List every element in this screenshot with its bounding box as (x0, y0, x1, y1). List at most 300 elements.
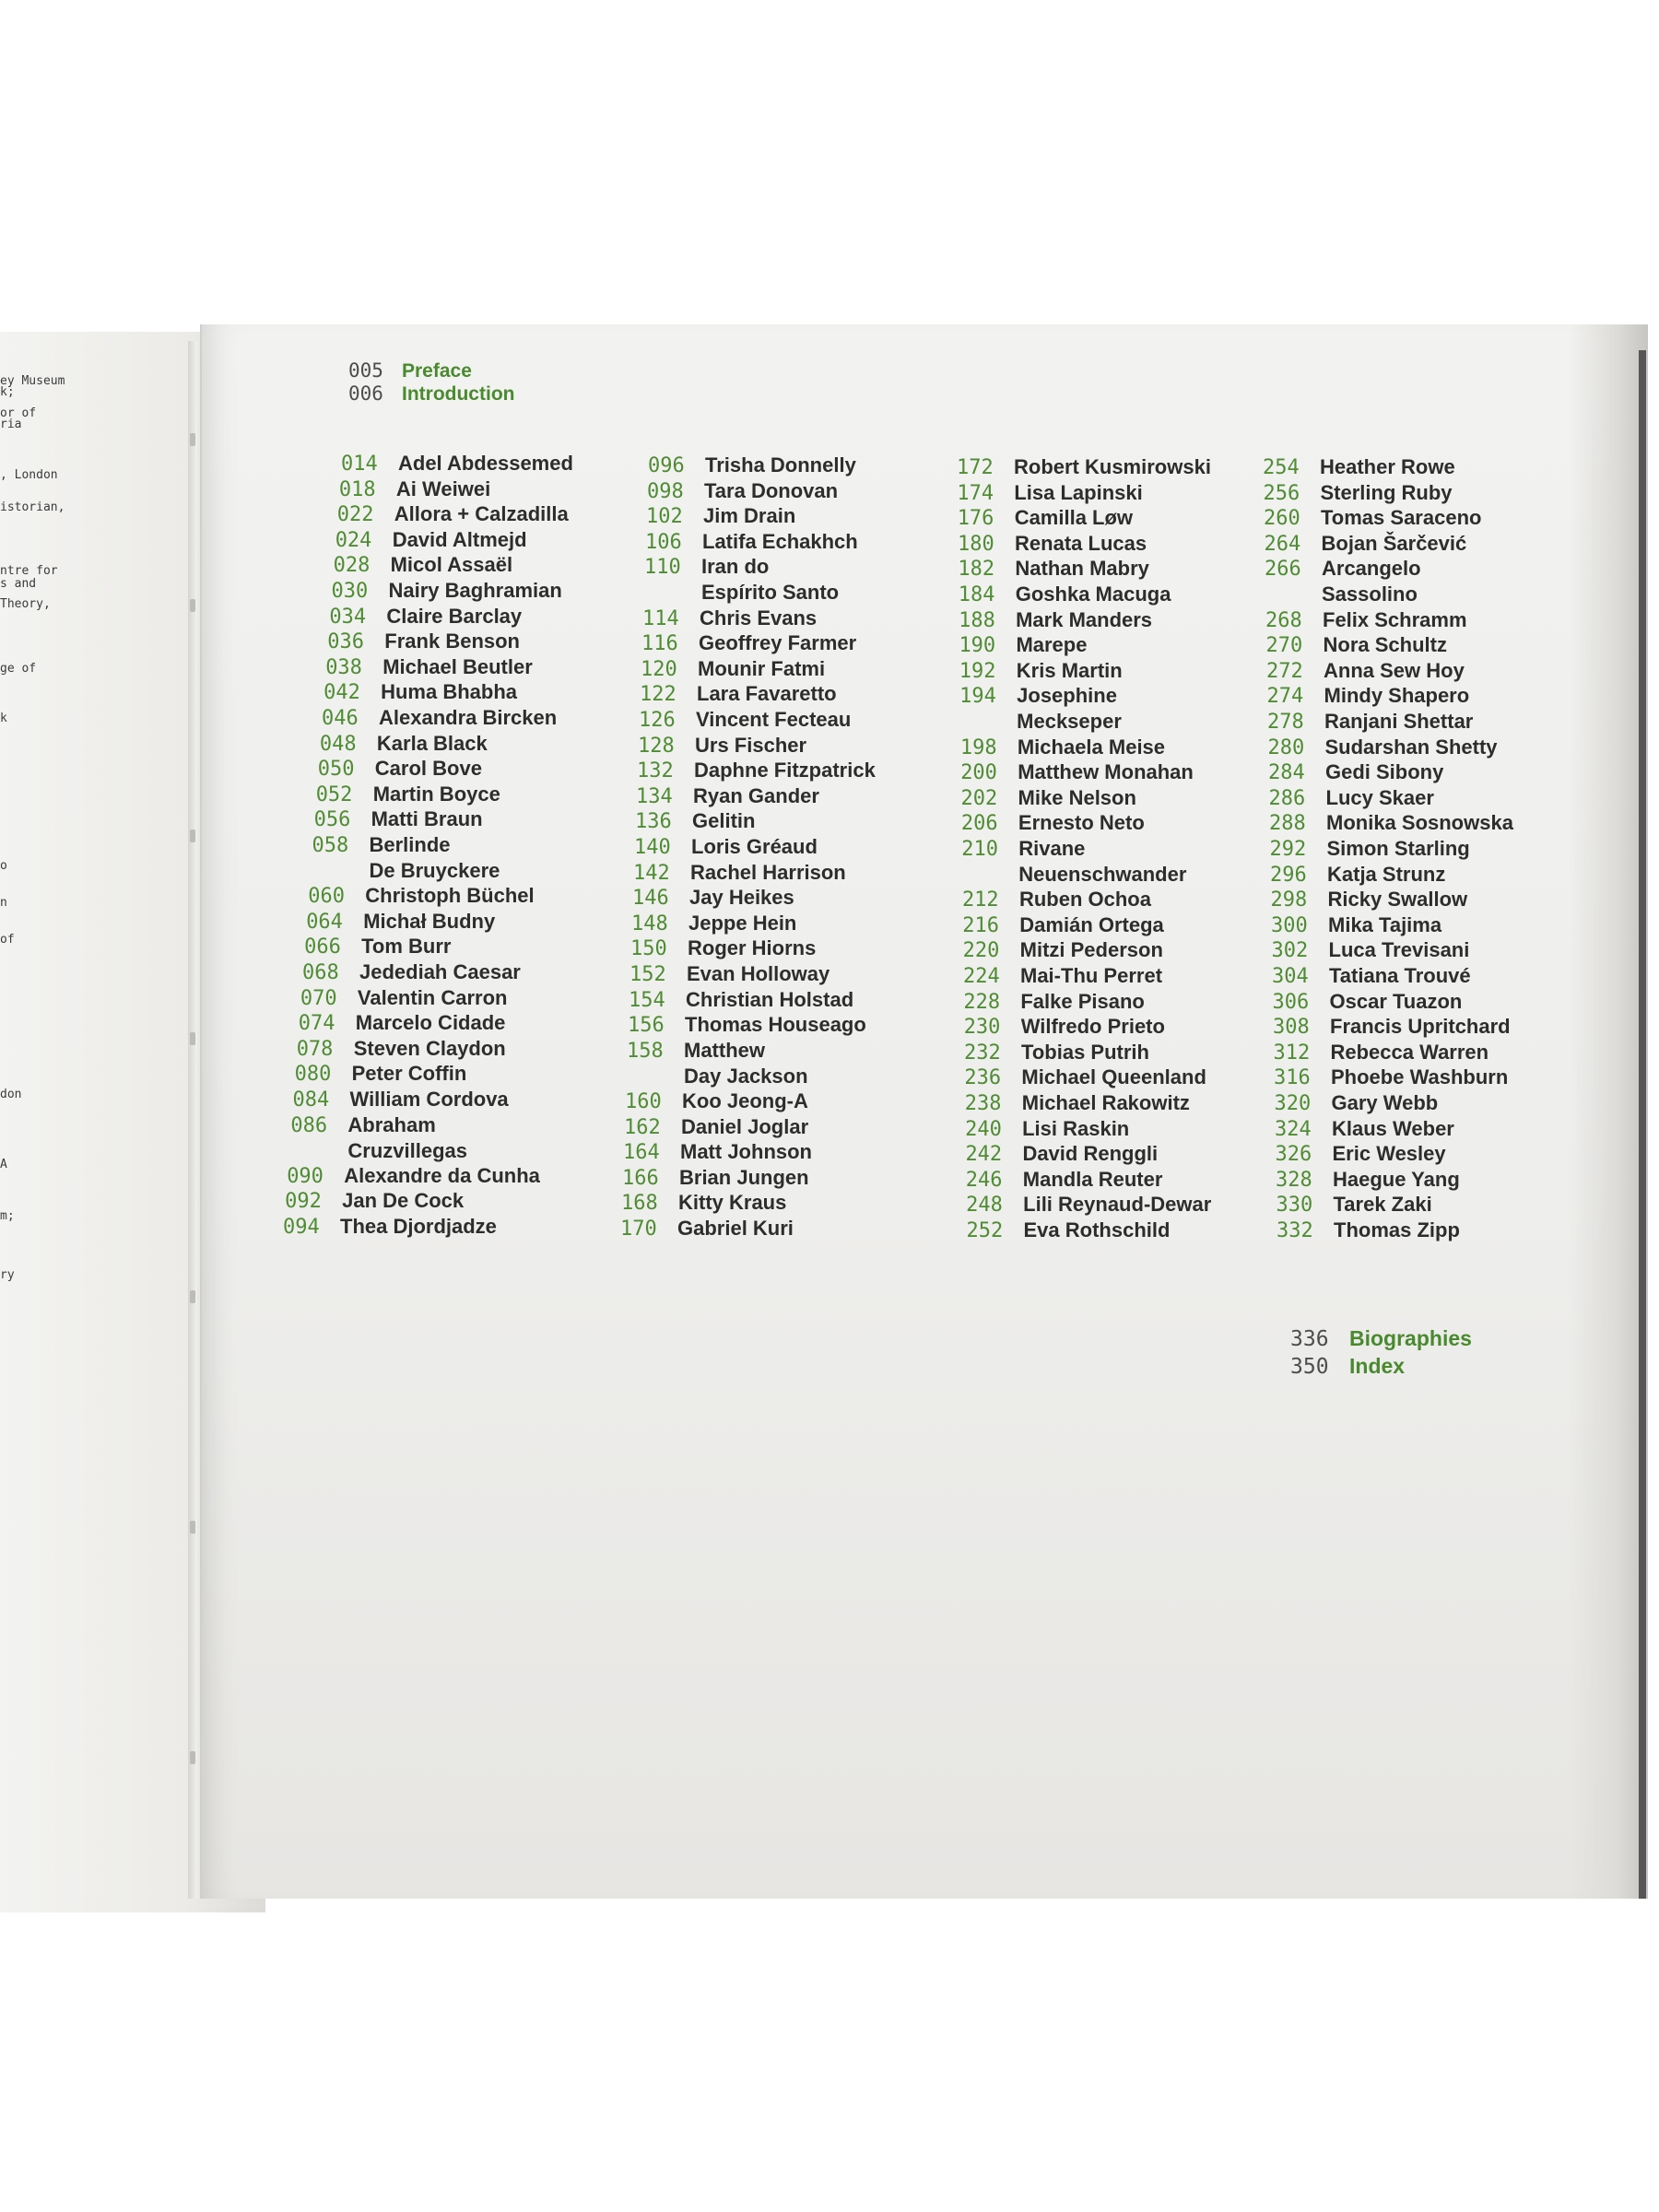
left-page-text: ge of (0, 662, 37, 676)
artist-name: Mounir Fatmi (698, 656, 826, 680)
page-number: 304 (1272, 965, 1309, 988)
page-number: 170 (620, 1218, 657, 1241)
page-number: 148 (631, 912, 668, 935)
toc-entry (622, 1165, 809, 1191)
page-number: 232 (964, 1041, 1001, 1065)
artist-name: Robert Kusmirowski (1014, 455, 1211, 478)
left-page-text: istorian, (0, 500, 65, 514)
artist-name: Adel Abdessemed (398, 452, 573, 475)
artist-name: Tara Donovan (704, 478, 839, 502)
toc-entry (1265, 556, 1421, 606)
page-number: 042 (324, 681, 360, 705)
artist-name: Lili Reynaud-Dewar (1023, 1193, 1212, 1217)
toc-entry (334, 552, 512, 578)
toc-entry (1268, 735, 1498, 760)
artist-name: Daniel Joglar (681, 1114, 809, 1138)
page-number: 036 (327, 630, 365, 654)
page-number: 300 (1271, 913, 1308, 937)
page-number: 154 (629, 988, 665, 1012)
artist-name: Felix Schramm (1323, 607, 1467, 631)
toc-entry (1270, 836, 1470, 862)
page-number: 268 (1265, 608, 1302, 632)
artist-name: Alexandre da Cunha (344, 1163, 540, 1187)
artist-name: Matt Johnson (680, 1140, 812, 1164)
page-number: 330 (1276, 1194, 1313, 1218)
artist-name: Matti Braun (371, 807, 483, 831)
artist-name: Christoph Büchel (365, 884, 535, 908)
toc-entry (959, 632, 1087, 658)
artist-name: Oscar Tuazon (1329, 989, 1463, 1013)
artist-name: Mika Tajima (1328, 912, 1442, 936)
toc-entry (1266, 658, 1465, 684)
artist-name: Latifa Echakhch (702, 529, 858, 553)
toc-entry (1267, 683, 1470, 709)
page-number: 200 (960, 761, 997, 785)
toc-entry (1277, 1218, 1460, 1243)
artist-name: Michaela Meise (1017, 735, 1166, 759)
page-number: 332 (1277, 1219, 1313, 1242)
toc-entry (341, 451, 573, 477)
page-number: 242 (965, 1143, 1003, 1167)
artist-name: Geoffrey Farmer (699, 631, 857, 655)
page-number: 158 (627, 1039, 664, 1063)
artist-name: Rivane (1018, 837, 1086, 860)
toc-entry (1270, 862, 1445, 888)
toc-entry (957, 480, 1142, 506)
artist-name: Simon Starling (1326, 837, 1470, 860)
left-page-text: s and (0, 577, 37, 591)
toc-entry (635, 808, 755, 834)
binding-stitch (190, 1290, 195, 1303)
artist-name: Matthew Monahan (1018, 760, 1194, 784)
page-number: 206 (960, 812, 998, 836)
toc-entry (1265, 531, 1467, 557)
page-number: 260 (1264, 507, 1300, 531)
artist-name: Micol Assaël (390, 553, 513, 577)
page-number: 336 (1290, 1327, 1329, 1351)
page-number: 182 (958, 558, 995, 582)
toc-entry (629, 987, 853, 1013)
artist-name: Ai Weiwei (395, 477, 491, 500)
page-number: 266 (1265, 558, 1301, 582)
artist-name: Roger Hiorns (688, 936, 817, 960)
left-page-text: ria (0, 418, 22, 431)
page-number: 080 (294, 1063, 332, 1087)
toc-entry (648, 453, 856, 478)
artist-name: Lucy Skaer (1325, 785, 1434, 809)
toc-entry (958, 556, 1148, 582)
page-number: 302 (1271, 939, 1309, 963)
front-matter-item (348, 382, 514, 406)
artist-name: Iran do (701, 555, 770, 579)
toc-entry (627, 1038, 808, 1088)
artist-name: Nathan Mabry (1015, 557, 1149, 581)
page-number: 022 (336, 503, 374, 527)
page-number: 308 (1273, 1016, 1310, 1040)
artist-name: Michael Beutler (382, 654, 533, 678)
toc-entry (641, 656, 825, 682)
toc-entry (959, 658, 1123, 684)
toc-entry (329, 604, 522, 629)
page-number: 298 (1270, 888, 1308, 912)
toc-entry (1271, 887, 1468, 912)
toc-entry (1274, 1040, 1489, 1065)
toc-entry (637, 758, 876, 783)
page-number: 316 (1274, 1066, 1311, 1090)
artist-name: Thomas Houseago (685, 1013, 866, 1037)
artist-name: Evan Holloway (687, 962, 830, 985)
page-number: 320 (1274, 1092, 1312, 1115)
page-number: 028 (333, 554, 371, 578)
toc-entry (645, 529, 858, 555)
artist-name: Gary Webb (1331, 1091, 1439, 1114)
page-number: 114 (642, 606, 679, 630)
page-number: 106 (645, 530, 682, 554)
toc-entry (961, 785, 1136, 811)
toc-entry (630, 935, 816, 961)
artist-name: Alexandra Bircken (379, 706, 558, 729)
artist-name-continued: Day Jackson (684, 1064, 808, 1088)
toc-entry (324, 679, 517, 705)
page-number: 240 (965, 1117, 1002, 1141)
artist-name: Josephine (1017, 684, 1117, 708)
artist-name: Loris Gréaud (691, 835, 818, 858)
page-number: 326 (1275, 1143, 1312, 1167)
page-number: 128 (638, 734, 675, 758)
toc-entry (287, 1163, 540, 1189)
page-number: 190 (959, 634, 996, 658)
left-page-text: of (0, 933, 15, 947)
toc-entry (632, 885, 794, 911)
page-number: 146 (632, 887, 669, 911)
artist-name: Jan De Cock (342, 1189, 465, 1213)
binding-stitch (190, 599, 195, 612)
artist-name: Nora Schultz (1323, 633, 1447, 657)
toc-entry (962, 912, 1164, 938)
toc-entry (959, 607, 1152, 633)
page-number: 066 (304, 935, 341, 959)
artist-name: Nairy Baghramian (388, 579, 562, 602)
page-number: 150 (630, 937, 667, 961)
page-number: 110 (644, 556, 681, 580)
toc-entry (963, 989, 1145, 1015)
toc-entry (1274, 1065, 1508, 1090)
page-number: 230 (963, 1016, 1001, 1040)
toc-entry (634, 834, 818, 860)
artist-name: Carol Bove (374, 757, 482, 781)
artist-name: Eric Wesley (1332, 1142, 1446, 1166)
toc-entry (646, 503, 795, 529)
artist-name: Chris Evans (700, 606, 818, 629)
page-number: 228 (963, 990, 1001, 1014)
artist-name-continued: Neuenschwander (1018, 863, 1187, 886)
page-number: 270 (1265, 634, 1303, 658)
page-number: 102 (646, 505, 683, 529)
artist-name: Valentin Carron (357, 985, 508, 1009)
page-number: 048 (319, 732, 357, 756)
artist-name: Allora + Calzadilla (394, 502, 569, 526)
toc-entry (963, 963, 1162, 989)
toc-entry (1268, 759, 1443, 785)
toc-entry (1275, 1090, 1439, 1116)
artist-name: Matthew (684, 1038, 765, 1062)
page-number: 078 (296, 1037, 334, 1061)
toc-entry (966, 1167, 1163, 1193)
page-number: 098 (647, 479, 684, 503)
page-number: 248 (966, 1194, 1003, 1218)
page-number: 092 (285, 1190, 322, 1214)
toc-entry (961, 810, 1145, 836)
artist-name: Abraham (347, 1112, 436, 1136)
artist-name: Koo Jeong-A (682, 1089, 808, 1112)
left-page-text: ntre for (0, 564, 58, 578)
toc-entry (1264, 505, 1481, 531)
page-number: 220 (962, 939, 1000, 963)
page-number: 212 (961, 888, 999, 912)
page-edge (1569, 324, 1648, 1899)
toc-entry (641, 630, 856, 656)
toc-entry (1263, 454, 1455, 480)
left-page-text: don (0, 1088, 22, 1101)
toc-entry (625, 1088, 808, 1114)
toc-entry (1269, 785, 1434, 811)
page-number: 140 (634, 836, 671, 859)
page-number: 180 (958, 532, 994, 556)
toc-entry (1276, 1141, 1446, 1167)
artist-name: Trisha Donnelly (705, 453, 856, 477)
page-number: 194 (959, 685, 996, 709)
page-number: 074 (298, 1012, 335, 1036)
artist-name: Karla Black (376, 731, 488, 755)
artist-name: Peter Coffin (351, 1062, 467, 1086)
page-number: 306 (1272, 990, 1310, 1014)
page-number: 296 (1270, 863, 1307, 887)
artist-name: Jim Drain (703, 504, 796, 528)
page-number: 192 (959, 659, 996, 683)
toc-entry (1271, 912, 1441, 938)
page-number: 224 (963, 965, 1000, 988)
section-title: Introduction (402, 383, 515, 405)
artist-name: Gabriel Kuri (677, 1217, 794, 1240)
artist-name: Vincent Fecteau (696, 708, 852, 731)
page-number: 094 (283, 1216, 320, 1239)
cover-edge (1639, 350, 1646, 1899)
left-page-text: ey Museum (0, 374, 65, 388)
toc-entry (1275, 1116, 1454, 1142)
toc-entry (958, 531, 1147, 557)
artist-name: Michael Rakowitz (1021, 1091, 1190, 1114)
toc-entry (960, 735, 1165, 760)
artist-name: Eva Rothschild (1023, 1218, 1171, 1241)
toc-entry (647, 478, 838, 504)
toc-entry (960, 759, 1194, 785)
page-number: 216 (962, 913, 1000, 937)
page-number: 070 (300, 986, 337, 1010)
artist-name: Gedi Sibony (1325, 760, 1444, 784)
artist-name: Francis Upritchard (1330, 1015, 1511, 1039)
artist-name: Arcangelo (1322, 557, 1421, 581)
page-number: 284 (1268, 761, 1305, 785)
artist-name: Lara Favaretto (697, 682, 837, 706)
binding-stitch (190, 1032, 195, 1045)
artist-name: Sudarshan Shetty (1324, 735, 1498, 759)
toc-entry (639, 707, 851, 733)
page-number: 210 (961, 838, 998, 861)
toc-entry (644, 554, 839, 605)
section-title: Biographies (1349, 1326, 1472, 1350)
toc-entry (958, 505, 1133, 531)
toc-entry (1267, 709, 1473, 735)
page-number: 172 (957, 456, 994, 479)
toc-entry (325, 654, 533, 680)
toc-entry (967, 1218, 1171, 1243)
page-number: 272 (1266, 659, 1303, 683)
artist-name: William Cordova (349, 1088, 509, 1111)
toc-entry (629, 961, 830, 987)
binding-stitch (190, 830, 195, 842)
toc-entry (295, 1061, 467, 1087)
page-number: 006 (348, 382, 383, 405)
toc-entry (283, 1214, 497, 1240)
page-number: 256 (1263, 481, 1300, 505)
artist-name-continued: De Bruyckere (369, 859, 500, 882)
artist-name: Tom Burr (361, 935, 452, 959)
artist-name: Ranjani Shettar (1324, 710, 1474, 733)
page-number: 024 (335, 528, 372, 552)
artist-name: Michael Queenland (1021, 1065, 1206, 1089)
page-number: 060 (308, 885, 346, 909)
toc-entry (322, 705, 557, 731)
page-number: 058 (312, 834, 349, 857)
page-number: 184 (958, 583, 995, 606)
toc-entry (959, 582, 1171, 607)
artist-name: Kitty Kraus (678, 1191, 787, 1215)
artist-name: Katja Strunz (1327, 862, 1446, 886)
toc-entry (320, 731, 488, 757)
artist-name: Rebecca Warren (1330, 1040, 1489, 1064)
artist-name: Klaus Weber (1332, 1116, 1454, 1140)
binding-stitch (190, 1521, 195, 1534)
artist-name: Marcelo Cidade (355, 1011, 506, 1035)
toc-entry (285, 1188, 464, 1214)
toc-entry (1277, 1192, 1432, 1218)
page-number: 132 (637, 759, 674, 783)
toc-entry (312, 832, 500, 883)
page-number: 090 (287, 1164, 324, 1188)
toc-entry (1273, 989, 1463, 1015)
artist-name: Ricky Swallow (1327, 888, 1468, 912)
artist-name: Mike Nelson (1018, 785, 1136, 809)
artist-name: Tatiana Trouvé (1329, 964, 1471, 987)
toc-entry (290, 1112, 467, 1163)
page-number: 288 (1269, 812, 1306, 836)
toc-entry (1266, 632, 1447, 658)
toc-entry (1272, 963, 1471, 989)
artist-name: Gelitin (692, 809, 756, 833)
artist-name: Martin Boyce (372, 782, 500, 806)
toc-entry (318, 756, 482, 782)
artist-name: Goshka Macuga (1015, 582, 1171, 606)
artist-name: Mandla Reuter (1022, 1167, 1163, 1191)
artist-name: Mitzi Pederson (1019, 938, 1163, 962)
toc-entry (966, 1192, 1211, 1218)
page-number: 030 (331, 580, 369, 603)
page-number: 274 (1266, 685, 1304, 709)
page-number: 038 (325, 655, 362, 679)
left-page-text: k (0, 712, 7, 725)
toc-entry (961, 836, 1186, 887)
artist-name-continued: Cruzvillegas (347, 1138, 467, 1162)
page-number: 096 (648, 454, 685, 477)
page-number: 176 (957, 507, 994, 531)
section-title: Index (1349, 1354, 1406, 1378)
page-number: 136 (635, 810, 672, 834)
page-number: 312 (1273, 1041, 1311, 1065)
artist-name: Tarek Zaki (1333, 1193, 1432, 1217)
page-number: 350 (1290, 1355, 1329, 1379)
artist-name: Urs Fischer (695, 733, 807, 757)
artist-name: Mindy Shapero (1324, 684, 1470, 708)
artist-name: Ernesto Neto (1018, 811, 1145, 835)
artist-name-continued: Meckseper (1017, 710, 1122, 734)
page-number: 236 (964, 1066, 1002, 1090)
toc-entry (1264, 480, 1453, 506)
end-matter-item (1290, 1324, 1472, 1353)
toc-entry (633, 860, 846, 886)
artist-name: David Altmejd (392, 527, 527, 551)
page-number: 286 (1268, 786, 1306, 810)
toc-entry (306, 909, 495, 935)
artist-name: Anna Sew Hoy (1324, 658, 1465, 682)
end-matter-item (1290, 1352, 1405, 1381)
toc-entry (642, 606, 817, 631)
artist-name: Jay Heikes (689, 886, 794, 910)
artist-name: Falke Pisano (1020, 989, 1145, 1013)
page-number: 238 (964, 1092, 1002, 1115)
artist-name: Sterling Ruby (1320, 480, 1453, 504)
artist-name: Camilla Løw (1014, 506, 1134, 530)
artist-name: Christian Holstad (686, 987, 854, 1011)
left-page-text: , London (0, 468, 58, 482)
artist-name: Lisa Lapinski (1014, 480, 1143, 504)
toc-entry (332, 578, 562, 604)
page-number: 162 (624, 1115, 661, 1139)
page-number: 156 (628, 1014, 665, 1038)
artist-name: Haegue Yang (1333, 1167, 1460, 1191)
artist-name: Wilfredo Prieto (1020, 1015, 1165, 1039)
artist-name: Heather Rowe (1320, 455, 1455, 478)
page-number: 168 (621, 1192, 658, 1216)
artist-name: Ryan Gander (693, 783, 819, 807)
page-number: 278 (1267, 711, 1304, 734)
artist-name: Ruben Ochoa (1018, 888, 1151, 912)
left-page-text: Theory, (0, 597, 51, 611)
page-number: 134 (636, 784, 673, 808)
artist-name: Phoebe Washburn (1331, 1065, 1509, 1089)
binding-stitch (190, 433, 195, 446)
page-number: 160 (625, 1090, 662, 1113)
toc-entry (300, 985, 508, 1011)
artist-name: Jedediah Caesar (359, 960, 521, 983)
artist-name: Daphne Fitzpatrick (694, 759, 876, 782)
page-number: 152 (629, 963, 666, 986)
page-number: 120 (641, 657, 677, 681)
artist-name: Lisi Raskin (1022, 1116, 1130, 1140)
artist-name: Huma Bhabha (381, 680, 518, 704)
toc-entry (297, 1036, 506, 1062)
page-number: 052 (315, 782, 353, 806)
toc-entry (957, 454, 1211, 480)
